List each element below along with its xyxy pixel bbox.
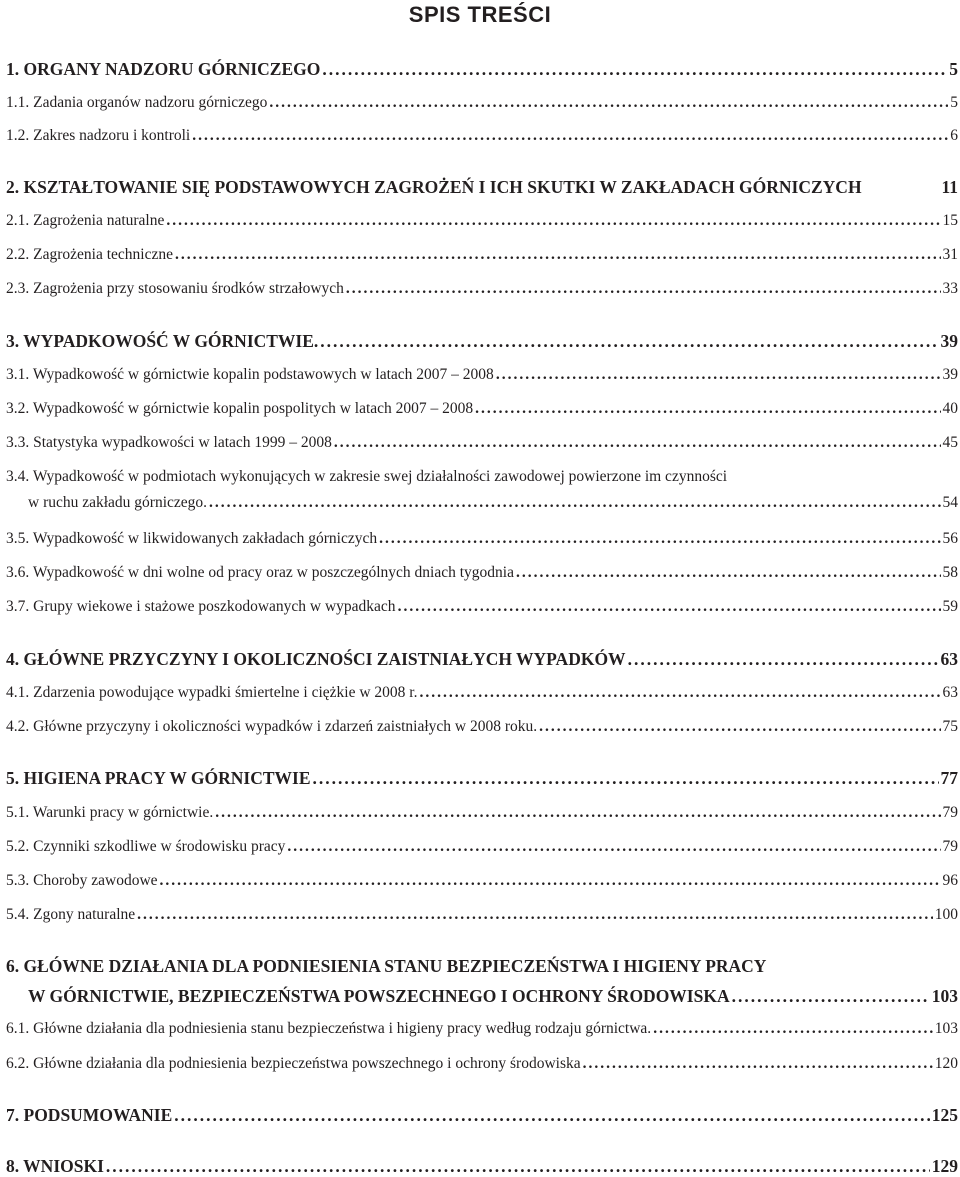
toc-page-number: 31: [942, 246, 958, 263]
toc-entry-title: 7. PODSUMOWANIE: [6, 1105, 173, 1125]
toc-subsection-3-2[interactable]: [6, 396, 958, 420]
toc-section-6[interactable]: [6, 983, 958, 1007]
toc-page-number: 103: [934, 1020, 958, 1037]
toc-leader-dots: [346, 278, 941, 300]
toc-page-number: 100: [934, 906, 958, 923]
toc-leader-dots: [419, 682, 940, 704]
toc-entry-title: 3.2. Wypadkowość w górnictwie kopalin pospolitych w latach 2007 – 2008: [6, 400, 474, 417]
toc-leader-dots: [313, 767, 939, 789]
toc-page-number: 39: [940, 331, 958, 351]
toc-page-number: 58: [942, 564, 958, 581]
page-title: SPIS TREŚCI: [408, 2, 552, 27]
toc-page-number: 129: [931, 1156, 958, 1176]
toc-subsection-5-2[interactable]: [6, 834, 958, 858]
toc-entry-title: W GÓRNICTWIE, BEZPIECZEŃSTWA POWSZECHNEGO I OCHRONY ŚRODOWISKA: [28, 986, 730, 1006]
toc-entry-title: w ruchu zakładu górniczego.: [28, 494, 208, 511]
toc-entry-title: 4.2. Główne przyczyny i okoliczności wypadków i zdarzeń zaistniałych w 2008 roku.: [6, 718, 538, 735]
toc-entry-title: 3.1. Wypadkowość w górnictwie kopalin podstawowych w latach 2007 – 2008: [6, 366, 494, 383]
toc-subsection-3-4-first-line[interactable]: 3.4. Wypadkowość w podmiotach wykonujących w zakresie swej działalności zawodowej powierzone im czynności: [6, 468, 728, 485]
toc-entry-title: 5.2. Czynniki szkodliwe w środowisku pracy: [6, 838, 286, 855]
toc-page-number: 15: [942, 212, 958, 229]
toc-subsection-3-1[interactable]: [6, 362, 958, 386]
toc-subsection-6-2[interactable]: [6, 1051, 958, 1075]
toc-leader-dots: [334, 432, 941, 454]
toc-page-number: 96: [942, 872, 958, 889]
toc-leader-dots: [160, 870, 941, 892]
toc-subsection-4-2[interactable]: [6, 714, 958, 738]
toc-leader-dots: [192, 125, 948, 147]
toc-leader-dots: [653, 1018, 933, 1040]
toc-leader-dots: [320, 330, 938, 352]
toc-subsection-3-5[interactable]: [6, 526, 958, 550]
toc-leader-dots: [475, 398, 940, 420]
toc-page-number: 63: [940, 649, 958, 669]
toc-entry-title: 1.2. Zakres nadzoru i kontroli: [6, 127, 191, 144]
toc-entry-title: 1. ORGANY NADZORU GÓRNICZEGO: [6, 59, 321, 79]
toc-entry-title: 2.1. Zagrożenia naturalne: [6, 212, 165, 229]
toc-leader-dots: [287, 836, 940, 858]
toc-entry-title: 3.7. Grupy wiekowe i stażowe poszkodowanych w wypadkach: [6, 598, 396, 615]
toc-leader-dots: [628, 648, 939, 670]
toc-section-5[interactable]: [6, 765, 958, 789]
toc-section-2[interactable]: [6, 174, 958, 198]
toc-subsection-3-4[interactable]: [6, 490, 958, 514]
toc-subsection-3-7[interactable]: [6, 594, 958, 618]
toc-entry-title: 5.3. Choroby zawodowe: [6, 872, 158, 889]
toc-leader-dots: [322, 58, 947, 80]
toc-page-number: 56: [942, 530, 958, 547]
toc-leader-dots: [583, 1053, 933, 1075]
toc-entry-title: 2.2. Zagrożenia techniczne: [6, 246, 173, 263]
toc-entry-title: 8. WNIOSKI: [6, 1156, 104, 1176]
toc-leader-dots: [174, 1104, 929, 1126]
toc-section-8[interactable]: [6, 1153, 958, 1177]
toc-entry-title: 6.2. Główne działania dla podniesienia bezpieczeństwa powszechnego i ochrony środowiska: [6, 1055, 581, 1072]
toc-subsection-2-2[interactable]: [6, 242, 958, 266]
toc-leader-dots: [175, 244, 941, 266]
toc-entry-title: 1.1. Zadania organów nadzoru górniczego: [6, 94, 268, 111]
toc-page-number: 59: [942, 598, 958, 615]
toc-page-number: 39: [942, 366, 958, 383]
toc-page-number: 33: [942, 280, 958, 297]
toc-entry-title: 4. GŁÓWNE PRZYCZYNY I OKOLICZNOŚCI ZAISTNIAŁYCH WYPADKÓW: [6, 649, 626, 669]
toc-entry-title: 3. WYPADKOWOŚĆ W GÓRNICTWIE.: [6, 331, 319, 351]
toc-page-number: 63: [942, 684, 958, 701]
toc-entry-title: 5.4. Zgony naturalne: [6, 906, 136, 923]
toc-entry-title: 5.1. Warunki pracy w górnictwie.: [6, 804, 214, 821]
toc-leader-dots: [137, 904, 933, 926]
toc-subsection-3-6[interactable]: [6, 560, 958, 584]
toc-section-3[interactable]: [6, 328, 958, 352]
toc-page-number: 5: [949, 59, 958, 79]
toc-page-number: 75: [942, 718, 958, 735]
toc-subsection-1-1[interactable]: [6, 90, 958, 114]
toc-leader-dots: [398, 596, 941, 618]
toc-subsection-2-1[interactable]: [6, 208, 958, 232]
toc-leader-dots: [269, 92, 948, 114]
toc-page-number: 54: [942, 494, 958, 511]
toc-section-6-first-line[interactable]: 6. GŁÓWNE DZIAŁANIA DLA PODNIESIENIA STANU BEZPIECZEŃSTWA I HIGIENY PRACY: [6, 956, 767, 976]
toc-leader-dots: [106, 1155, 930, 1177]
toc-leader-dots: [379, 528, 940, 550]
toc-page-number: 103: [931, 986, 958, 1006]
toc-subsection-2-3[interactable]: [6, 276, 958, 300]
toc-page-number: 5: [950, 94, 958, 111]
toc-leader-dots: [496, 364, 941, 386]
toc-subsection-4-1[interactable]: [6, 680, 958, 704]
toc-leader-dots: [516, 562, 941, 584]
toc-subsection-5-1[interactable]: [6, 800, 958, 824]
toc-subsection-1-2[interactable]: [6, 123, 958, 147]
toc-page-number: 11: [941, 177, 958, 197]
toc-subsection-5-3[interactable]: [6, 868, 958, 892]
toc-entry-title: 2.3. Zagrożenia przy stosowaniu środków strzałowych: [6, 280, 344, 297]
toc-subsection-6-1[interactable]: [6, 1016, 958, 1040]
toc-leader-dots: [215, 802, 940, 824]
toc-entry-title: 2. KSZTAŁTOWANIE SIĘ PODSTAWOWYCH ZAGROŻEŃ I ICH SKUTKI W ZAKŁADACH GÓRNICZYCH: [6, 177, 862, 197]
toc-page-number: 6: [950, 127, 958, 144]
toc-leader-dots: [539, 716, 940, 738]
toc-leader-dots: [732, 985, 930, 1007]
toc-section-7[interactable]: [6, 1102, 958, 1126]
toc-leader-dots: [209, 492, 940, 514]
toc-page-number: 120: [934, 1055, 958, 1072]
toc-page-number: 40: [942, 400, 958, 417]
toc-leader-dots: [166, 210, 940, 232]
toc-section-4[interactable]: [6, 646, 958, 670]
toc-page-number: 77: [940, 768, 958, 788]
toc-subsection-5-4[interactable]: [6, 902, 958, 926]
toc-page-number: 79: [942, 804, 958, 821]
toc-entry-title: 3.6. Wypadkowość w dni wolne od pracy oraz w poszczególnych dniach tygodnia: [6, 564, 514, 581]
toc-entry-title: 4.1. Zdarzenia powodujące wypadki śmiertelne i ciężkie w 2008 r.: [6, 684, 418, 701]
toc-page-number: 45: [942, 434, 958, 451]
toc-section-1[interactable]: [6, 56, 958, 80]
toc-entry-title: 3.3. Statystyka wypadkowości w latach 1999 – 2008: [6, 434, 332, 451]
toc-entry-title: 6.1. Główne działania dla podniesienia stanu bezpieczeństwa i higieny pracy według rodzaju górnictwa.: [6, 1020, 652, 1037]
toc-entry-title: 5. HIGIENA PRACY W GÓRNICTWIE: [6, 768, 311, 788]
toc-page-number: 125: [931, 1105, 958, 1125]
toc-entry-title: 3.5. Wypadkowość w likwidowanych zakładach górniczych: [6, 530, 378, 547]
toc-page-number: 79: [942, 838, 958, 855]
toc-subsection-3-3[interactable]: [6, 430, 958, 454]
